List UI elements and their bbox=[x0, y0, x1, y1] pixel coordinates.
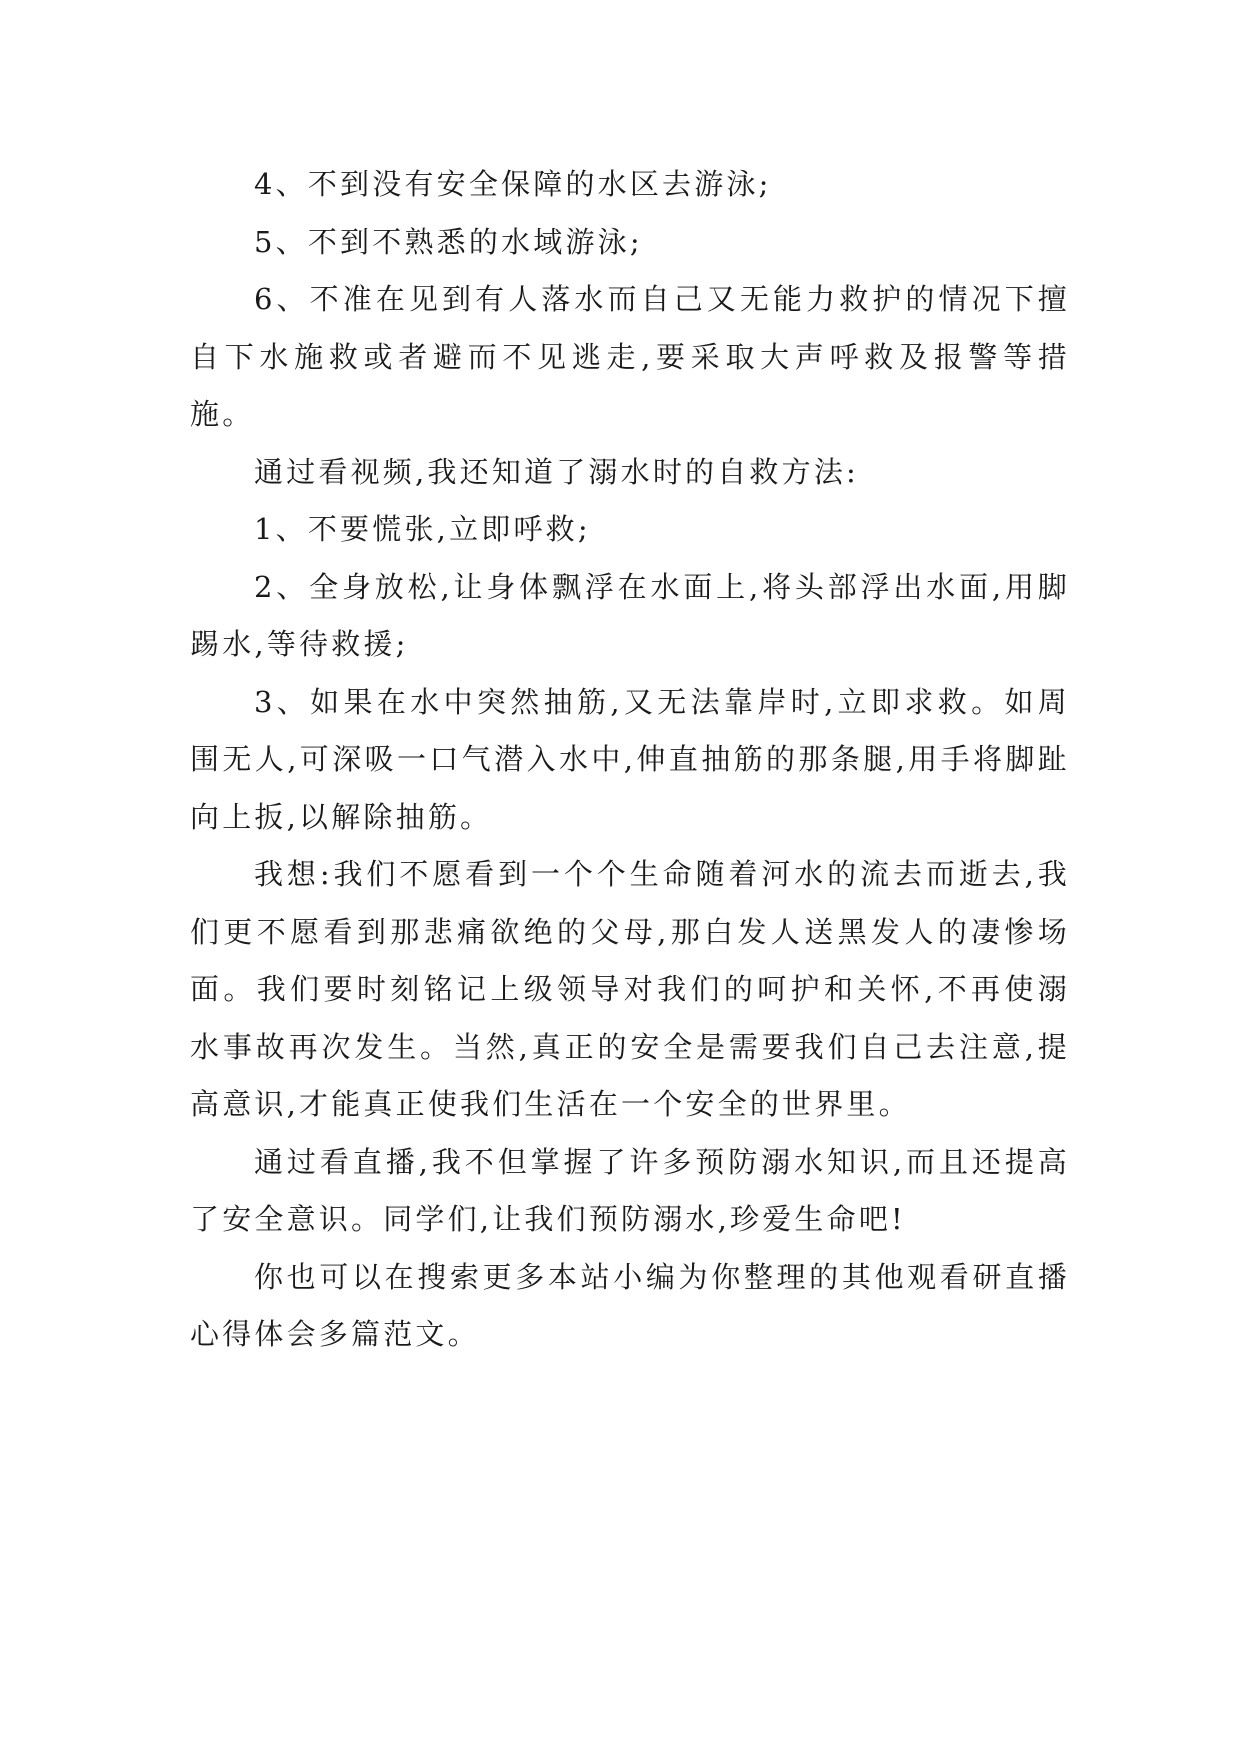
paragraph-self-rescue-2: 2、全身放松,让身体飘浮在水面上,将头部浮出水面,用脚踢水,等待救援; bbox=[190, 569, 1070, 661]
paragraph-conclusion: 通过看直播,我不但掌握了许多预防溺水知识,而且还提高了安全意识。同学们,让我们预防溺水,珍爱生命吧! bbox=[190, 1144, 1070, 1236]
paragraph-self-rescue-1: 1、不要慌张,立即呼救; bbox=[254, 512, 591, 546]
paragraph-rule-5: 5、不到不熟悉的水域游泳; bbox=[254, 224, 643, 259]
paragraph-self-rescue-3: 3、如果在水中突然抽筋,又无法靠岸时,立即求救。如周围无人,可深吸一口气潜入水中,伸直抽筋的那条腿,用手将脚趾向上扳,以解除抽筋。 bbox=[190, 684, 1070, 834]
paragraph-rule-4: 4、不到没有安全保障的水区去游泳; bbox=[254, 167, 772, 201]
paragraph-self-rescue-intro: 通过看视频,我还知道了溺水时的自救方法: bbox=[254, 454, 859, 489]
document-body bbox=[190, 156, 1070, 1364]
paragraph-reflection: 我想:我们不愿看到一个个生命随着河水的流去而逝去,我们更不愿看到那悲痛欲绝的父母,那白发人送黑发人的凄惨场面。我们要时刻铭记上级领导对我们的呵护和关怀,不再使溺水事故再次发生。当然,真正的安全是需要我们自己去注意,提高意识,才能真正使我们生活在一个安全的世界里。 bbox=[190, 857, 1070, 1121]
paragraph-rule-6: 6、不准在见到有人落水而自己又无能力救护的情况下擅自下水施救或者避而不见逃走,要采取大声呼救及报警等措施。 bbox=[190, 282, 1070, 431]
paragraph-closing-note: 你也可以在搜索更多本站小编为你整理的其他观看研直播心得体会多篇范文。 bbox=[190, 1259, 1070, 1351]
